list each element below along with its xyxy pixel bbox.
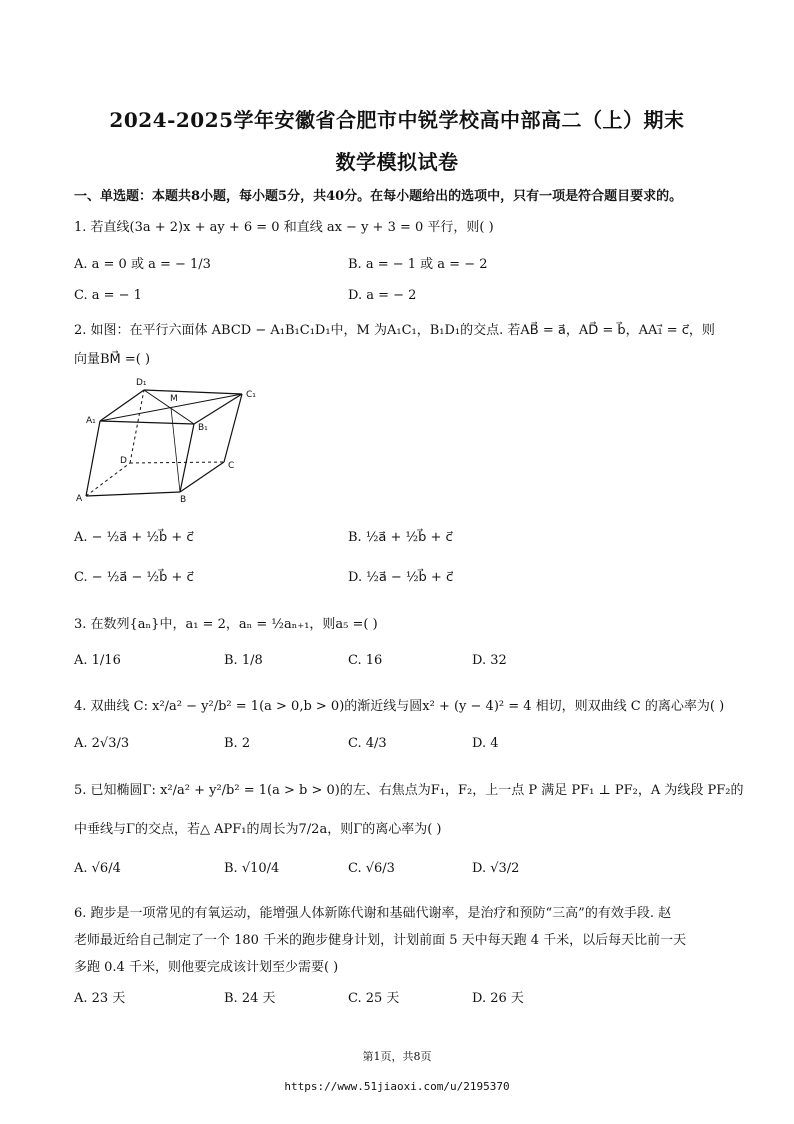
label-c1: C₁ (246, 390, 256, 400)
page-footer: 第1页，共8页 (362, 1050, 432, 1063)
q5-stem-line-1: 5. 已知椭圆Γ: x²/a² + y²/b² = 1(a > b > 0)的左、右焦点为F₁，F₂，上一点 P 满足 PF₁ ⊥ PF₂，A 为线段 PF₂的 (74, 783, 744, 798)
title-line-2: 数学模拟试卷 (335, 150, 459, 174)
q6-stem-line-1: 6. 跑步是一项常见的有氧运动，能增强人体新陈代谢和基础代谢率，是治疗和预防“三高”的有效手段. 赵 (74, 906, 672, 921)
q5-stem-line-2: 中垂线与Γ的交点，若△ APF₁的周长为7/2a，则Γ的离心率为( ) (74, 822, 442, 837)
q4-option-d: D. 4 (472, 736, 499, 751)
q5-option-d: D. √3/2 (472, 861, 520, 876)
q2-stem-line-2: 向量BM⃗ =( ) (74, 352, 151, 367)
q5-option-a: A. √6/4 (74, 861, 121, 876)
label-d: D (120, 456, 127, 466)
q3-option-c: C. 16 (348, 653, 383, 668)
q6-option-c: C. 25 天 (348, 991, 400, 1006)
q2-option-d: D. ½a⃗ − ½b⃗ + c⃗ (348, 570, 454, 585)
q2-option-b: B. ½a⃗ + ½b⃗ + c⃗ (348, 530, 453, 545)
q3-option-d: D. 32 (472, 653, 507, 668)
q1-option-b: B. a = − 1 或 a = − 2 (348, 257, 488, 272)
q4-option-a: A. 2√3/3 (74, 736, 130, 751)
label-m: M (170, 394, 178, 404)
label-a: A (76, 494, 83, 504)
q6-option-d: D. 26 天 (472, 991, 524, 1006)
q4-stem: 4. 双曲线 C: x²/a² − y²/b² = 1(a > 0,b > 0)的渐近线与圆x² + (y − 4)² = 4 相切，则双曲线 C 的离心率为( ) (74, 699, 725, 714)
title-line-1: 2024-2025学年安徽省合肥市中锐学校高中部高二（上）期末 (109, 108, 685, 132)
q5-option-c: C. √6/3 (348, 861, 395, 876)
q1-option-a: A. a = 0 或 a = − 1/3 (74, 257, 211, 272)
q6-stem-line-3: 多跑 0.4 千米，则他要完成该计划至少需要( ) (74, 960, 339, 975)
q5-option-b: B. √10/4 (224, 861, 280, 876)
q6-stem-line-2: 老师最近给自己制定了一个 180 千米的跑步健身计划，计划前面 5 天中每天跑 4 千米，以后每天比前一天 (74, 933, 687, 948)
parallelepiped-figure (74, 374, 274, 504)
label-a1: A₁ (86, 416, 96, 426)
label-b1: B₁ (198, 423, 208, 433)
q2-stem-line-1: 2. 如图：在平行六面体 ABCD − A₁B₁C₁D₁中，M 为A₁C₁，B₁D₁的交点. 若AB⃗ = a⃗，AD⃗ = b⃗，AA₁⃗ = c⃗，则 (74, 323, 715, 338)
section-heading: 一、单选题：本题共8小题，每小题5分，共40分。在每小题给出的选项中，只有一项是符合题目要求的。 (74, 189, 683, 204)
label-c: C (228, 461, 235, 471)
q6-option-b: B. 24 天 (224, 991, 276, 1006)
q4-option-b: B. 2 (224, 736, 251, 751)
q4-option-c: C. 4/3 (348, 736, 387, 751)
q2-option-a: A. − ½a⃗ + ½b⃗ + c⃗ (74, 530, 194, 545)
q1-option-c: C. a = − 1 (74, 288, 142, 303)
q1-stem: 1. 若直线(3a + 2)x + ay + 6 = 0 和直线 ax − y + 3 = 0 平行，则( ) (74, 220, 494, 235)
q3-option-a: A. 1/16 (74, 653, 121, 668)
source-url[interactable]: https://www.51jiaoxi.com/u/2195370 (284, 1080, 510, 1093)
q2-option-c: C. − ½a⃗ − ½b⃗ + c⃗ (74, 570, 194, 585)
label-d1: D₁ (136, 378, 147, 388)
q3-stem: 3. 在数列{aₙ}中，a₁ = 2，aₙ = ½aₙ₊₁，则a₅ =( ) (74, 617, 378, 632)
q1-option-d: D. a = − 2 (348, 288, 417, 303)
q6-option-a: A. 23 天 (74, 991, 126, 1006)
label-b: B (180, 495, 187, 504)
q3-option-b: B. 1/8 (224, 653, 263, 668)
